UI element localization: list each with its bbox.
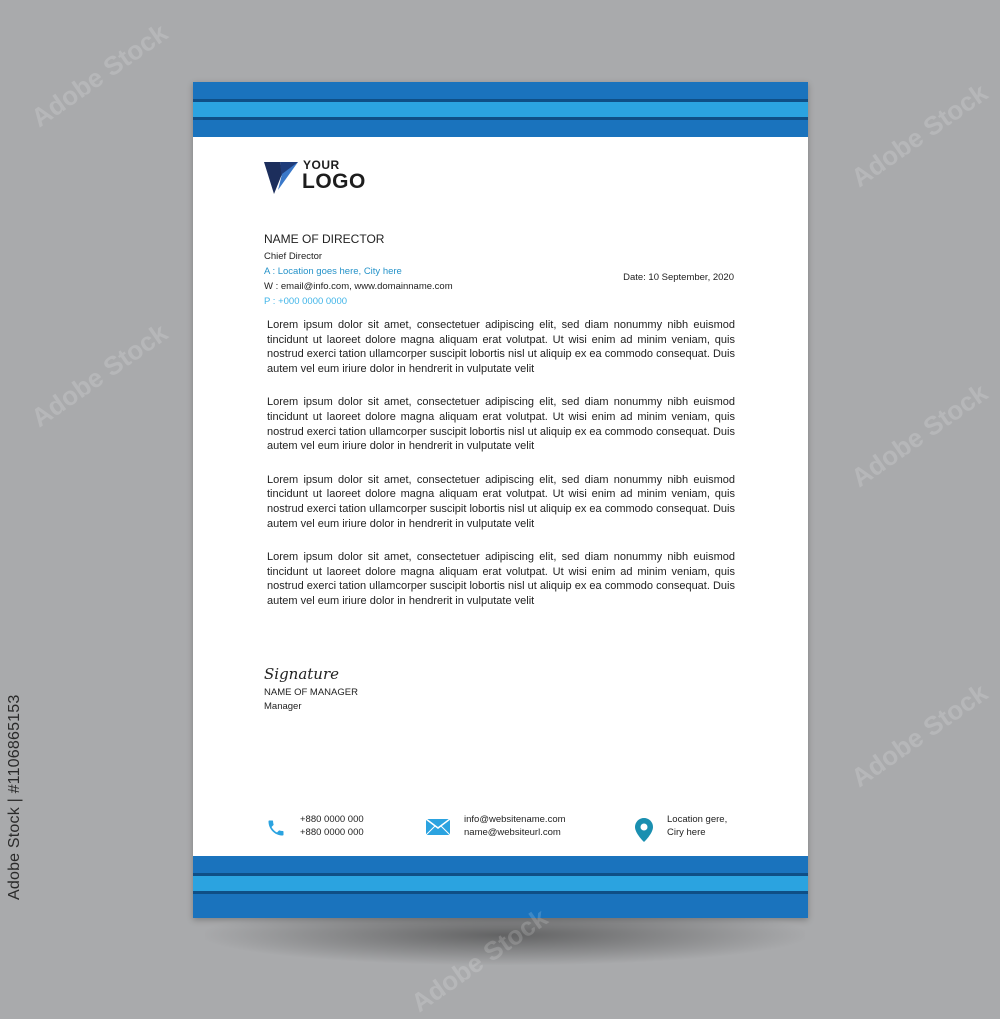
letterhead-page: [193, 82, 808, 918]
signature-block: [264, 665, 358, 712]
footer-email: [426, 814, 566, 839]
phone-icon: [266, 818, 286, 838]
stock-watermark: Adobe Stock: [845, 677, 993, 793]
footer-band-light: [193, 876, 808, 891]
director-name: NAME OF DIRECTOR: [264, 232, 385, 246]
director-web: W : email@info.com, www.domainname.com: [264, 281, 453, 292]
logo-text-top: YOUR: [303, 158, 340, 172]
footer-location-line: Location gere,: [667, 814, 728, 825]
footer-phone-line: +880 0000 000: [300, 814, 364, 825]
header-band-light: [193, 102, 808, 117]
body-paragraph: Lorem ipsum dolor sit amet, consectetuer adipiscing elit, sed diam nonummy nibh euismod tincidunt ut laoreet dolore magna aliquam erat volutpat. Ut wisi enim ad minim veniam, quis nostrud exerci tation ullamcorper suscipit lobortis nisl ut aliquip ex ea commodo consequat. Duis autem vel eum iriure dolor in hendrerit in vulputate velit: [267, 551, 735, 607]
letter-date: Date: 10 September, 2020: [623, 272, 734, 283]
envelope-icon: [426, 818, 450, 836]
map-pin-icon: [635, 818, 653, 842]
stock-watermark: Adobe Stock: [845, 377, 993, 493]
director-title: Chief Director: [264, 251, 323, 262]
footer-email-line: info@websitename.com: [464, 814, 566, 825]
footer-band: [193, 894, 808, 918]
letter-body: [267, 318, 735, 628]
body-paragraph: Lorem ipsum dolor sit amet, consectetuer adipiscing elit, sed diam nonummy nibh euismod tincidunt ut laoreet dolore magna aliquam erat volutpat. Ut wisi enim ad minim veniam, quis nostrud exerci tation ullamcorper suscipit lobortis nisl ut aliquip ex ea commodo consequat. Duis autem vel eum iriure dolor in hendrerit in vulputate velit: [267, 396, 735, 453]
footer-location-line: Ciry here: [667, 826, 706, 838]
body-paragraph: Lorem ipsum dolor sit amet, consectetuer adipiscing elit, sed diam nonummy nibh euismod tincidunt ut laoreet dolore magna aliquam erat volutpat. Ut wisi enim ad minim veniam, quis nostrud exerci tation ullamcorper suscipit lobortis nisl ut aliquip ex ea commodo consequat. Duis autem vel eum iriure dolor in hendrerit in vulputate velit: [267, 473, 735, 530]
manager-name: NAME OF MANAGER: [264, 687, 358, 698]
stock-watermark: Adobe Stock: [845, 77, 993, 193]
footer-phone: [266, 814, 364, 839]
body-paragraph: Lorem ipsum dolor sit amet, consectetuer adipiscing elit, sed diam nonummy nibh euismod tincidunt ut laoreet dolore magna aliquam erat volutpat. Ut wisi enim ad minim veniam, quis nostrud exerci tation ullamcorper suscipit lobortis nisl ut aliquip ex ea commodo consequat. Duis autem vel eum iriure dolor in hendrerit in vulputate velit: [267, 319, 735, 375]
company-logo: [264, 158, 374, 198]
director-block: [264, 232, 453, 308]
director-address: A : Location goes here, City here: [264, 266, 402, 277]
header-band: [193, 82, 808, 99]
stock-watermark: Adobe Stock: [25, 17, 173, 133]
logo-text-main: LOGO: [302, 170, 366, 193]
footer-band: [193, 856, 808, 873]
footer-location: [635, 814, 727, 842]
footer-phone-line: +880 0000 000: [300, 826, 364, 838]
logo-mark-icon: [264, 160, 298, 194]
stock-watermark: Adobe Stock: [25, 317, 173, 433]
signature-script: Signature: [264, 665, 340, 683]
header-band: [193, 120, 808, 137]
director-phone: P : +000 0000 0000: [264, 296, 348, 307]
manager-role: Manager: [264, 701, 302, 712]
footer-email-line: name@websiteurl.com: [464, 826, 561, 838]
stock-id-label: Adobe Stock | #1106865153: [6, 694, 23, 900]
